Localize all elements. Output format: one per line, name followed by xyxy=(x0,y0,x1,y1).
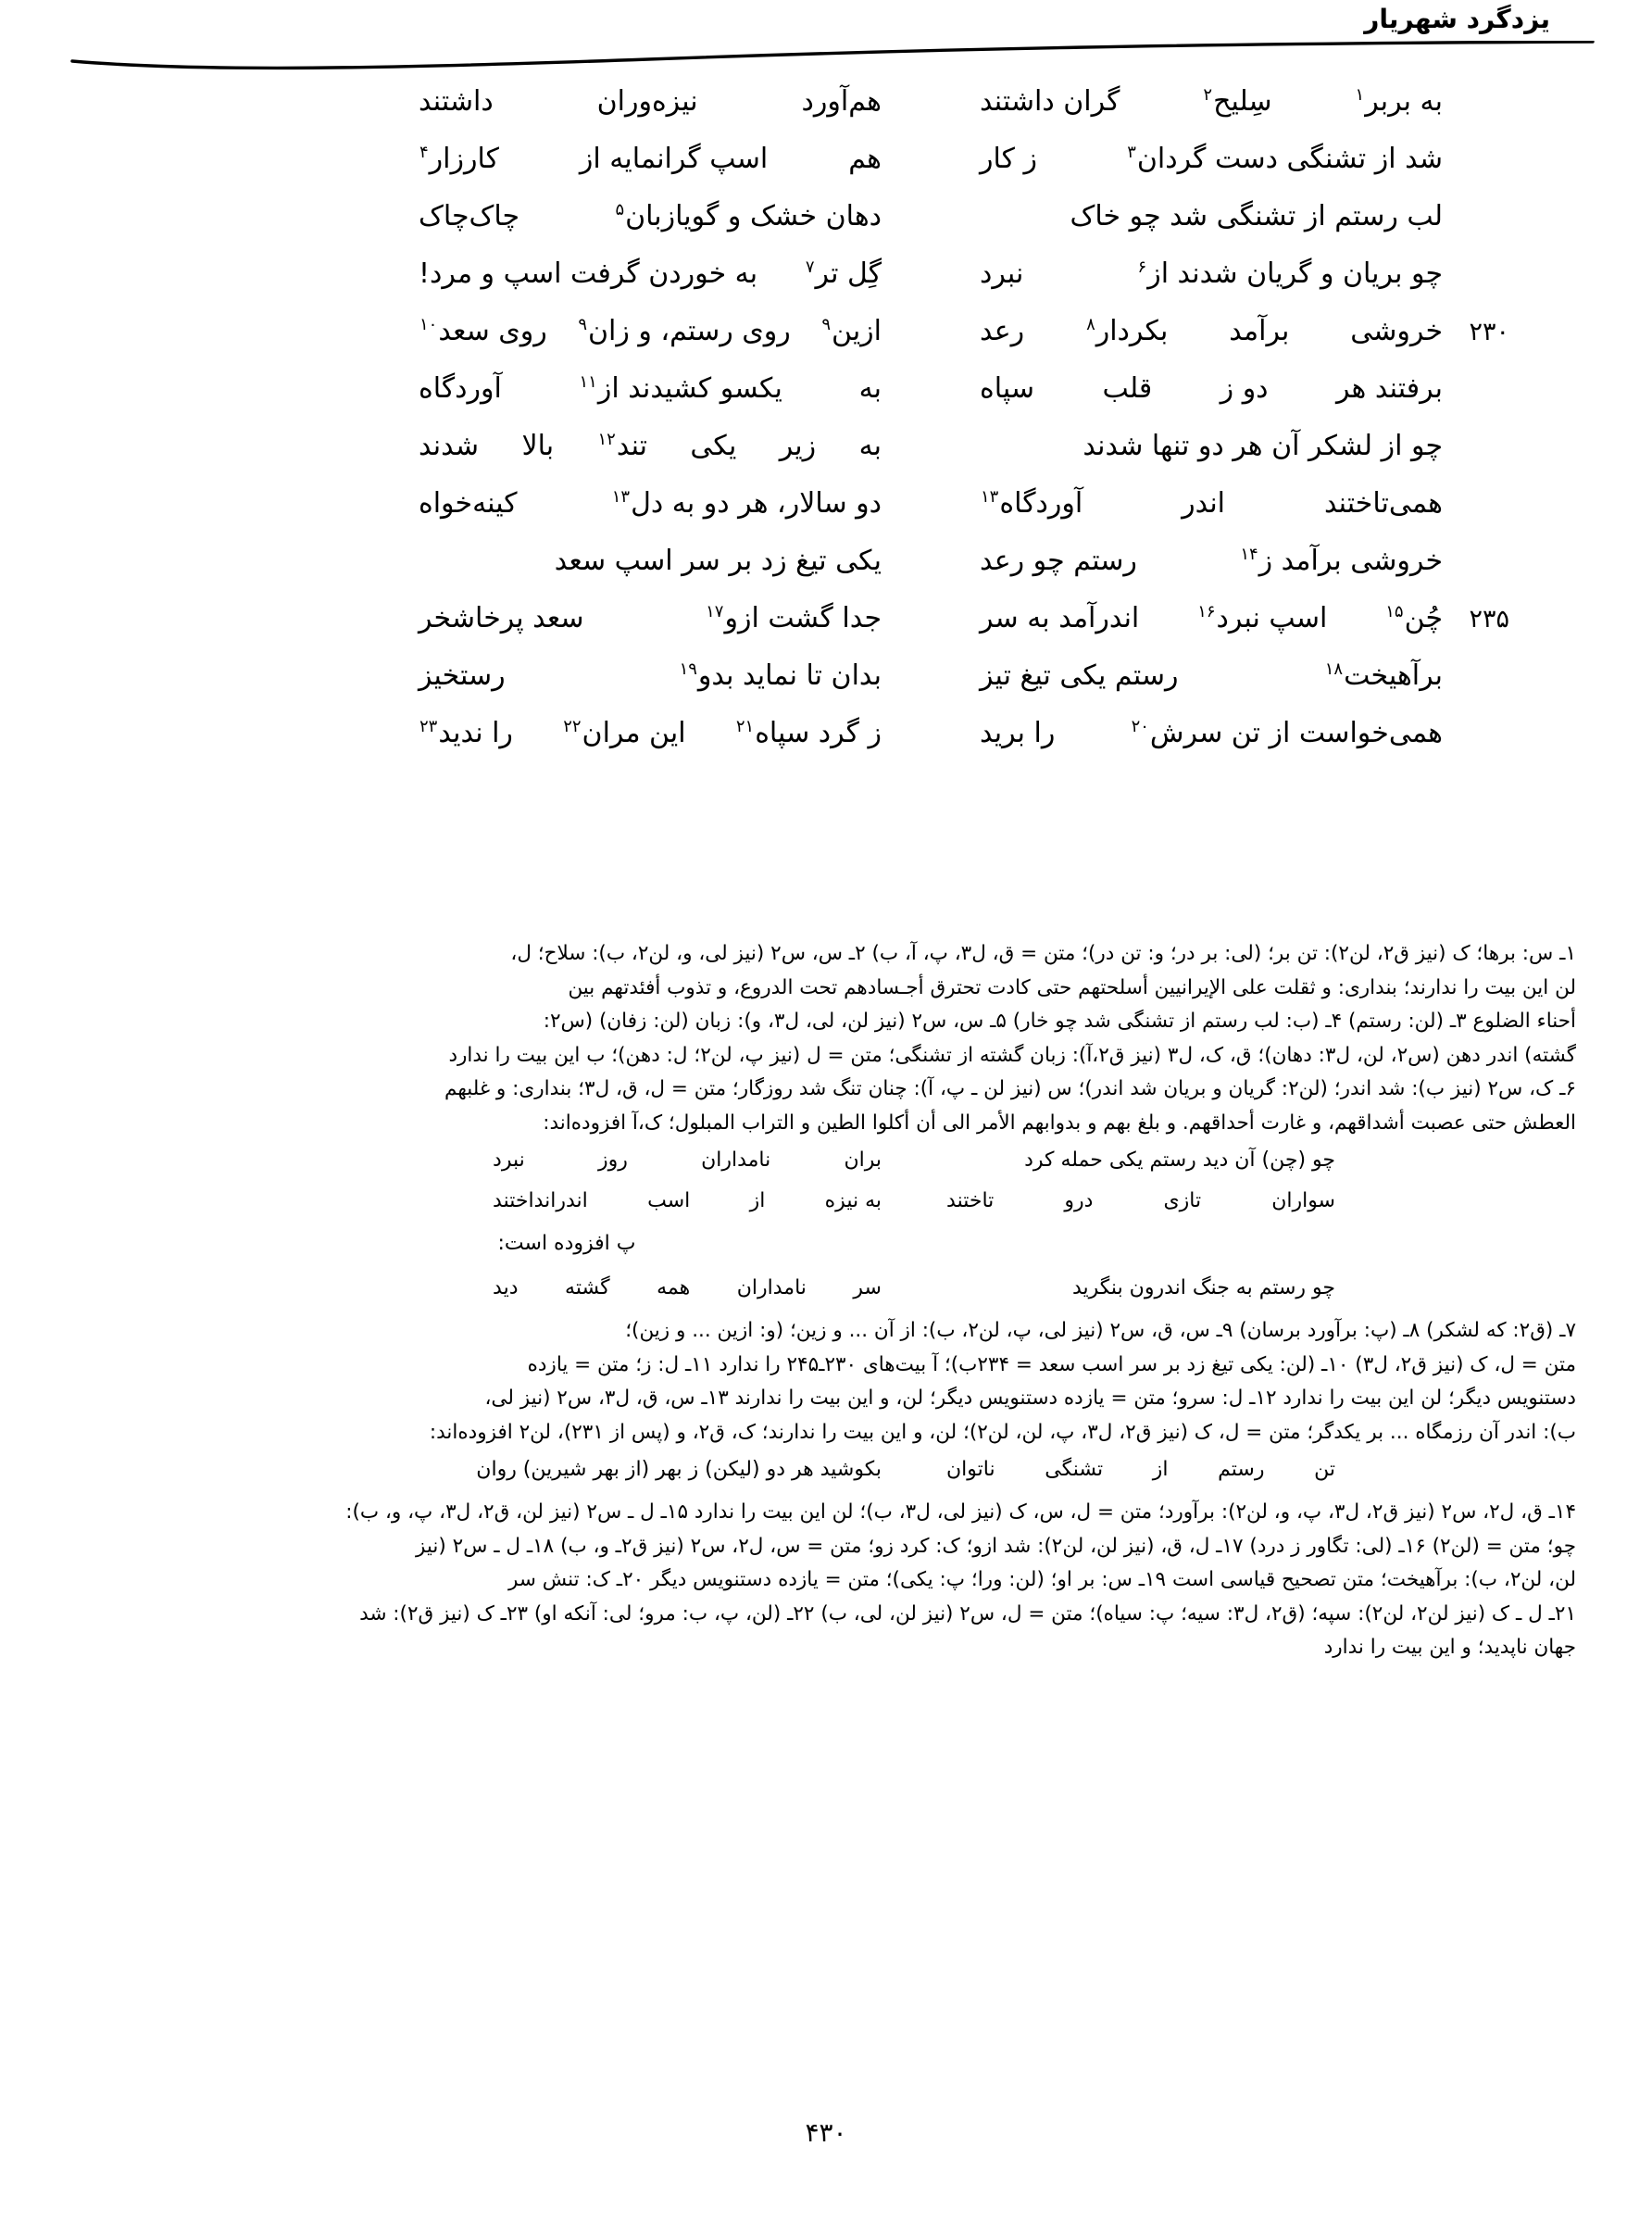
footnote-marker[interactable]: ۷ xyxy=(805,257,815,277)
apparatus-line: ۲۱ـ ل ـ ک (نیز لن۲، لن۲): سپه؛ (ق۲، ل۳: سیه؛ پ: سیاه)؛ متن = ل، س۲ (نیز لن، لی، ب) ۲۲ـ (لن، پ، ب: مرو؛ لی: آنکه او) ۲۳ـ ک (نیز ق۲): شد xyxy=(359,1601,1576,1625)
verse-segment: کارزار$^۴$ xyxy=(419,143,499,175)
verse-couplet xyxy=(139,487,1513,545)
verse-segment: نبرد xyxy=(980,257,1024,290)
apparatus-criticus xyxy=(76,937,1576,1665)
verse-couplet xyxy=(139,602,1513,659)
hemistich-second xyxy=(419,487,882,520)
footnote-marker[interactable]: ۹ xyxy=(578,315,587,334)
verse-segment: سِلیح$^۲$ xyxy=(1203,85,1272,118)
inset-verse-segment: بکوشید هر دو (لیکن) ز بهر (از بهر شیرین) روان xyxy=(476,1458,882,1481)
hemistich-first xyxy=(980,545,1443,577)
verse-segment: گران داشتند xyxy=(980,85,1120,118)
running-title: یزدگرد شهریار xyxy=(1364,4,1550,34)
verse-segment: خروشی برآمد ز$^{۱۴}$ xyxy=(1240,545,1443,577)
apparatus-line: گشته) اندر دهن (س۲، لن، ل۳: دهان)؛ ق، ک، ل۳ (نیز ق۲،آ): زبان گشته از تشنگی؛ متن = ل (نیز پ، لن۲؛ ل: دهن)؛ ب این بیت را ندارد xyxy=(448,1043,1576,1067)
verse-segment: هم xyxy=(848,143,882,175)
footnote-marker[interactable]: ۳ xyxy=(1127,143,1136,162)
verse-segment: زیر xyxy=(779,430,817,462)
verse-segment: دو ز xyxy=(1220,372,1269,405)
inset-hemistich-second xyxy=(493,1272,882,1312)
inset-verse-segment: تن xyxy=(1314,1458,1335,1481)
inset-verse-segment: اندرانداختند xyxy=(493,1189,588,1212)
hemistich-first xyxy=(980,85,1443,118)
inset-verse-segment: گشته xyxy=(565,1276,610,1299)
inset-verse-segment: ناتوان xyxy=(946,1458,995,1481)
verse-segment: جدا گشت ازو$^{۱۷}$ xyxy=(706,602,882,634)
hemistich-second xyxy=(419,717,882,749)
verse-segment: بالا xyxy=(521,430,555,462)
verse-segment: را ندید$^{۲۳}$ xyxy=(419,717,513,749)
verse-segment: اندرآمد به سر xyxy=(980,602,1140,634)
verse-couplet xyxy=(139,85,1513,143)
verse-couplet xyxy=(139,143,1513,200)
verse-couplet xyxy=(139,659,1513,717)
apparatus-sublabel: پ افزوده است: xyxy=(497,1232,636,1255)
verse-segment: ازین$^۹$ xyxy=(821,315,882,347)
hemistich-second xyxy=(419,659,882,692)
hemistich-first xyxy=(980,315,1443,347)
verse-couplet xyxy=(139,257,1513,315)
verse-segment: شد از تشنگی دست گردان$^۳$ xyxy=(1127,143,1443,175)
inset-verses-block-3 xyxy=(76,1453,1576,1494)
verse-segment: نیزه‌وران xyxy=(596,85,698,118)
hemistich-first xyxy=(980,257,1443,290)
apparatus-line: العطش حتی عصبت أشداقهم، و غارت أحداقهم. و بلغ بهم و بدوابهم الأمر الی أن أکلوا الطین و التراب المبلول؛ ک،آ افزوده‌اند: xyxy=(543,1111,1576,1135)
verse-segment: همی‌خواست از تن سرش$^{۲۰}$ xyxy=(1131,717,1443,749)
hemistich-first xyxy=(980,143,1443,175)
verse-segment: برفتند هر xyxy=(1335,372,1443,405)
verse-segment: روی رستم، و زان$^۹$ xyxy=(578,315,791,347)
inset-verse-segment: سواران xyxy=(1271,1189,1335,1212)
verse-segment: دهان خشک و گویازبان$^۵$ xyxy=(615,200,882,232)
verse-segment: داشتند xyxy=(419,85,494,118)
verse-segment: قلب xyxy=(1102,372,1153,405)
inset-hemistich-first xyxy=(946,1453,1335,1494)
footnote-marker[interactable]: ۲۲ xyxy=(563,717,582,736)
footnote-marker[interactable]: ۵ xyxy=(615,200,625,220)
verse-segment: این مران$^{۲۲}$ xyxy=(563,717,686,749)
hemistich-second xyxy=(419,545,882,577)
verse-segment: رستخیز xyxy=(419,659,506,692)
verse-segment: رعد xyxy=(980,315,1025,347)
hemistich-second xyxy=(419,85,882,118)
hemistich-second xyxy=(419,200,882,232)
footnote-marker[interactable]: ۱ xyxy=(1355,85,1365,105)
inset-verse-segment: روز xyxy=(597,1148,628,1172)
hemistich-second xyxy=(419,143,882,175)
inset-verse-segment: درو xyxy=(1064,1189,1094,1212)
footnote-marker[interactable]: ۱۳ xyxy=(611,487,631,507)
inset-verse-segment: نامداران xyxy=(736,1276,807,1299)
footnote-marker[interactable]: ۱۰ xyxy=(419,315,438,334)
inset-verse-segment: چو رستم به جنگ اندرون بنگرید xyxy=(1071,1276,1335,1299)
apparatus-line: ب): اندر آن رزمگاه ... بر یکدگر؛ متن = ل، ک (نیز ق۲، ل۳، پ، لن، لن۲)؛ لن، و این بیت را ندارند؛ ک، ق۲، و (پس از ۲۳۱)، لن۲ افزوده‌اند: xyxy=(429,1420,1576,1444)
inset-verse-segment: تشنگی xyxy=(1045,1458,1104,1481)
inset-verse-segment: چو (چن) آن دید رستم یکی حمله کرد xyxy=(1024,1148,1335,1172)
footnote-marker[interactable]: ۲ xyxy=(1203,85,1213,105)
inset-hemistich-second xyxy=(493,1185,882,1225)
inset-hemistich-first xyxy=(946,1272,1335,1312)
verse-segment: به بربر$^۱$ xyxy=(1355,85,1443,118)
verse-segment: چو از لشکر آن هر دو تنها شدند xyxy=(1083,430,1443,462)
verse-segment: بدان تا نماید بدو$^{۱۹}$ xyxy=(679,659,882,692)
verse-segment: دو سالار، هر دو به دل$^{۱۳}$ xyxy=(611,487,882,520)
footnote-marker[interactable]: ۲۰ xyxy=(1131,717,1149,736)
verse-segment: ز گرد سپاه$^{۲۱}$ xyxy=(735,717,882,749)
verse-segment: به xyxy=(858,430,882,462)
verse-segment: شدند xyxy=(419,430,480,462)
apparatus-line: أحناء الضلوع ۳ـ (لن: رستم) ۴ـ (ب: لب رستم از تشنگی شد چو خار) ۵ـ س، س۲ (نیز لن، لی، ل۳، و): زبان (لن: زفان) (س۲: xyxy=(543,1010,1576,1033)
inset-verse-couplet xyxy=(76,1453,1576,1494)
inset-hemistich-second xyxy=(476,1453,882,1494)
footnote-marker[interactable]: ۱۲ xyxy=(597,430,616,449)
footnote-marker[interactable]: ۱۱ xyxy=(579,372,597,392)
apparatus-line: جهان ناپدید؛ و این بیت را ندارد xyxy=(1323,1636,1576,1659)
inset-hemistich-second xyxy=(493,1144,882,1185)
inset-verse-segment: همه xyxy=(657,1276,691,1299)
inset-verse-segment: نبرد xyxy=(493,1148,525,1172)
footnote-marker[interactable]: ۸ xyxy=(1086,315,1095,334)
footnote-marker[interactable]: ۶ xyxy=(1137,257,1147,277)
inset-hemistich-first xyxy=(946,1144,1335,1185)
footnote-marker[interactable]: ۱۸ xyxy=(1324,659,1344,679)
hemistich-first xyxy=(980,659,1443,692)
verse-segment: لب رستم از تشنگی شد چو خاک xyxy=(1070,200,1443,232)
footnote-marker[interactable]: ۱۷ xyxy=(706,602,724,621)
verse-segment: تند$^{۱۲}$ xyxy=(597,430,647,462)
verse-segment: همی‌تاختند xyxy=(1323,487,1443,520)
hemistich-first xyxy=(980,602,1443,634)
apparatus-line: ۱ـ س: بر‌ها؛ ک (نیز ق۲، لن۲): تن بر؛ (لی: بر در؛ و: تن در)؛ متن = ق، ل۳، پ، آ، ب) ۲ـ س، س۲ (نیز لی، و، لن۲، ب): سلاح؛ ل، xyxy=(510,942,1576,965)
inset-verse-segment: رستم xyxy=(1218,1458,1265,1481)
footnote-marker[interactable]: ۴ xyxy=(419,143,429,162)
verse-number: ۲۳۵ xyxy=(1469,605,1509,634)
inset-verse-segment: از xyxy=(1152,1458,1169,1481)
footnote-marker[interactable]: ۱۳ xyxy=(981,487,999,507)
verse-segment: خروشی xyxy=(1350,315,1443,347)
inset-verses-block-2 xyxy=(76,1272,1576,1312)
hemistich-first xyxy=(980,717,1443,749)
hemistich-second xyxy=(419,430,882,462)
verse-segment: سپاه xyxy=(980,372,1035,405)
folio-number: ۴۳۰ xyxy=(805,2117,847,2148)
verse-segment: به خوردن گرفت اسپ و مرد! xyxy=(419,257,758,290)
footnote-marker[interactable]: ۲۳ xyxy=(419,717,438,736)
footnote-marker[interactable]: ۹ xyxy=(821,315,831,334)
verse-segment: هم‌آورد xyxy=(801,85,882,118)
verse-segment: سعد پرخاشخر xyxy=(419,602,584,634)
verse-segment: آوردگاه xyxy=(419,372,502,405)
apparatus-line: چو؛ متن = (لن۲) ۱۶ـ (لی: تگاور ز درد) ۱۷ـ ل، ق، (نیز لن، لن۲): شد ازو؛ ک: کرد زو؛ متن = س، ل۲، س۲ (نیز ق۲ـ و، ب) ۱۸ـ ل ـ س۲ (نیز xyxy=(416,1534,1576,1558)
hemistich-first xyxy=(980,430,1443,462)
inset-verse-segment: از xyxy=(749,1189,766,1212)
inset-verse-segment: دید xyxy=(493,1276,519,1299)
verse-couplet xyxy=(139,545,1513,602)
verse-segment: یکسو کشیدند از$^{۱۱}$ xyxy=(579,372,782,405)
page-header xyxy=(0,0,1652,72)
verse-segment: روی سعد$^{۱۰}$ xyxy=(419,315,547,347)
verse-segment: اندر xyxy=(1182,487,1226,520)
footnote-marker[interactable]: ۱۶ xyxy=(1197,602,1216,621)
hemistich-second xyxy=(419,372,882,405)
inset-verse-segment: نامداران xyxy=(701,1148,771,1172)
footnote-marker[interactable]: ۱۵ xyxy=(1385,602,1404,621)
verse-segment: اسپ نبرد$^{۱۶}$ xyxy=(1197,602,1328,634)
verse-segment: گِل تر$^۷$ xyxy=(805,257,882,290)
verse-segment: کینه‌خواه xyxy=(419,487,518,520)
hemistich-first xyxy=(980,372,1443,405)
verse-segment: آوردگاه$^{۱۳}$ xyxy=(981,487,1083,520)
verse-segment: رستم یکی تیغ تیز xyxy=(980,659,1179,692)
verse-segment: چُن$^{۱۵}$ xyxy=(1385,602,1443,634)
apparatus-line: ۶ـ ک، س۲ (نیز ب): شد اندر؛ (لن۲: گریان و بریان شد اندر)؛ س (نیز لن ـ پ، آ): چنان تنگ شد روزگار؛ متن = ل، ق، ل۳؛ بنداری: و غلبهم xyxy=(444,1077,1576,1100)
inset-hemistich-first xyxy=(946,1185,1335,1225)
header-rule-decoration xyxy=(0,41,1652,72)
hemistich-first xyxy=(980,200,1443,232)
hemistich-first xyxy=(980,487,1443,520)
verse-segment: را برید xyxy=(980,717,1056,749)
verse-segment: بکردار$^۸$ xyxy=(1086,315,1169,347)
inset-verse-segment: به نیزه xyxy=(824,1189,882,1212)
verse-couplet xyxy=(139,430,1513,487)
verse-couplet xyxy=(139,717,1513,774)
inset-verse-segment: تازی xyxy=(1163,1189,1202,1212)
verse-couplet xyxy=(139,315,1513,372)
hemistich-second xyxy=(419,257,882,290)
inset-verses-block-1 xyxy=(76,1144,1576,1225)
verse-segment: چو بریان و گریان شدند از$^۶$ xyxy=(1137,257,1443,290)
apparatus-line: ۷ـ (ق۲: که لشکر) ۸ـ (پ: برآورد برسان) ۹ـ س، ق، س۲ (نیز لی، پ، لن۲، ب): از آن ... و زین؛ (و: ازین ... و زین)؛ xyxy=(625,1319,1576,1342)
inset-verse-couplet xyxy=(76,1144,1576,1185)
inset-verse-couplet xyxy=(76,1272,1576,1312)
verse-couplet xyxy=(139,372,1513,430)
hemistich-second xyxy=(419,315,882,347)
verse-block xyxy=(139,85,1513,774)
hemistich-second xyxy=(419,602,882,634)
verse-segment: برآمد xyxy=(1229,315,1290,347)
verse-segment: یکی xyxy=(690,430,737,462)
verse-segment: یکی تیغ زد بر سر اسپ سعد xyxy=(554,545,882,577)
inset-verse-segment: تاختند xyxy=(946,1189,995,1212)
inset-verse-segment: اسب xyxy=(647,1189,691,1212)
apparatus-line: ۱۴ـ ق، ل۲، س۲ (نیز ق۲، ل۳، پ، و، لن۲): برآورد؛ متن = ل، س، ک (نیز لی، ل۳، ب)؛ لن این بیت را ندارد ۱۵ـ ل ـ س۲ (نیز لن، ق۲، ل۳، پ، و، ب): xyxy=(345,1500,1576,1524)
verse-couplet xyxy=(139,200,1513,257)
inset-verse-segment: سر xyxy=(853,1276,882,1299)
verse-segment: چاک‌چاک xyxy=(419,200,520,232)
apparatus-line: دستنویس دیگر؛ لن این بیت را ندارد ۱۲ـ ل: سرو؛ متن = یازده دستنویس دیگر؛ لن، و این بیت را ندارند ۱۳ـ س، ق، ل۳، س۲ (نیز لی، xyxy=(484,1387,1576,1410)
footnote-marker[interactable]: ۲۱ xyxy=(735,717,755,736)
verse-segment: به xyxy=(858,372,882,405)
apparatus-line: لن، لن۲، ب): برآهیخت؛ متن تصحیح قیاسی است ۱۹ـ س: بر او؛ (لن: ورا؛ پ: یکی)؛ متن = یازده دستنویس دیگر ۲۰ـ ک: تنش سر xyxy=(508,1568,1576,1591)
verse-number: ۲۳۰ xyxy=(1469,318,1509,346)
verse-segment: رستم چو رعد xyxy=(980,545,1137,577)
inset-verse-segment: بران xyxy=(844,1148,882,1172)
verse-segment: ز کار xyxy=(980,143,1037,175)
verse-segment: برآهیخت$^{۱۸}$ xyxy=(1324,659,1443,692)
apparatus-line: لن این بیت را ندارند؛ بنداری: و ثقلت علی الإیرانیین أسلحتهم حتی کادت تحترق أجـسادهم تحت الدروع، و تذوب أفئدتهم بین xyxy=(568,975,1576,999)
footnote-marker[interactable]: ۱۹ xyxy=(679,659,697,679)
apparatus-line: متن = ل، ک (نیز ق۲، ل۳) ۱۰ـ (لن: یکی تیغ زد بر سر اسب سعد = ۲۳۴ب)؛ آ بیت‌های ۲۳۰ـ۲۴۵ را ندارد ۱۱ـ ل: ز؛ متن = یازده xyxy=(527,1352,1576,1376)
verse-segment: اسپ گرانمایه از xyxy=(579,143,769,175)
inset-verse-couplet xyxy=(76,1185,1576,1225)
footnote-marker[interactable]: ۱۴ xyxy=(1240,545,1258,564)
